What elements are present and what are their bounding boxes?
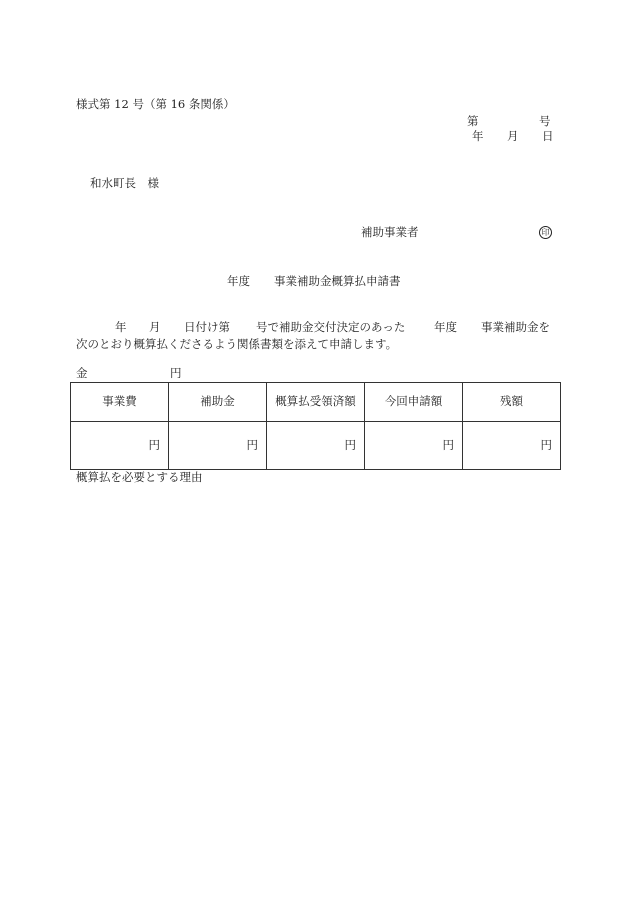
reason-label: 概算払を必要とする理由 bbox=[76, 470, 203, 484]
header-received-amount: 概算払受領済額 bbox=[267, 383, 365, 422]
header-business-cost: 事業費 bbox=[71, 383, 169, 422]
document-title: 事業補助金概算払申請書 bbox=[274, 274, 401, 288]
addressee: 和水町長 様 bbox=[90, 176, 159, 190]
body-dated-number: 日付け第 bbox=[184, 320, 230, 334]
amount-table bbox=[70, 382, 561, 470]
form-number: 様式第 12 号（第 16 条関係） bbox=[76, 97, 235, 111]
amount-unit: 円 bbox=[170, 366, 182, 380]
date-day-label: 日 bbox=[542, 129, 554, 143]
body-month: 月 bbox=[149, 320, 161, 334]
body-year: 年 bbox=[115, 320, 127, 334]
body-line-2: 次のとおり概算払くださるよう関係書類を添えて申請します。 bbox=[76, 337, 398, 351]
title-fiscal-year: 年度 bbox=[227, 274, 250, 288]
table-header-row bbox=[71, 383, 561, 422]
value-received-amount: 円 bbox=[267, 422, 365, 470]
seal-mark: 印 bbox=[539, 226, 552, 239]
body-decision-text: 号で補助金交付決定のあった bbox=[256, 320, 406, 334]
applicant-label: 補助事業者 bbox=[361, 225, 419, 239]
body-subsidy-text: 事業補助金を bbox=[481, 320, 550, 334]
table-value-row bbox=[71, 422, 561, 470]
body-fiscal-year: 年度 bbox=[434, 320, 457, 334]
value-balance: 円 bbox=[463, 422, 561, 470]
value-subsidy: 円 bbox=[169, 422, 267, 470]
date-year-label: 年 bbox=[472, 129, 484, 143]
amount-label: 金 bbox=[76, 366, 88, 380]
value-business-cost: 円 bbox=[71, 422, 169, 470]
document-number-prefix: 第 bbox=[467, 114, 479, 128]
value-current-request: 円 bbox=[365, 422, 463, 470]
date-month-label: 月 bbox=[507, 129, 519, 143]
document-number-suffix: 号 bbox=[539, 114, 551, 128]
header-balance: 残額 bbox=[463, 383, 561, 422]
header-current-request: 今回申請額 bbox=[365, 383, 463, 422]
header-subsidy: 補助金 bbox=[169, 383, 267, 422]
